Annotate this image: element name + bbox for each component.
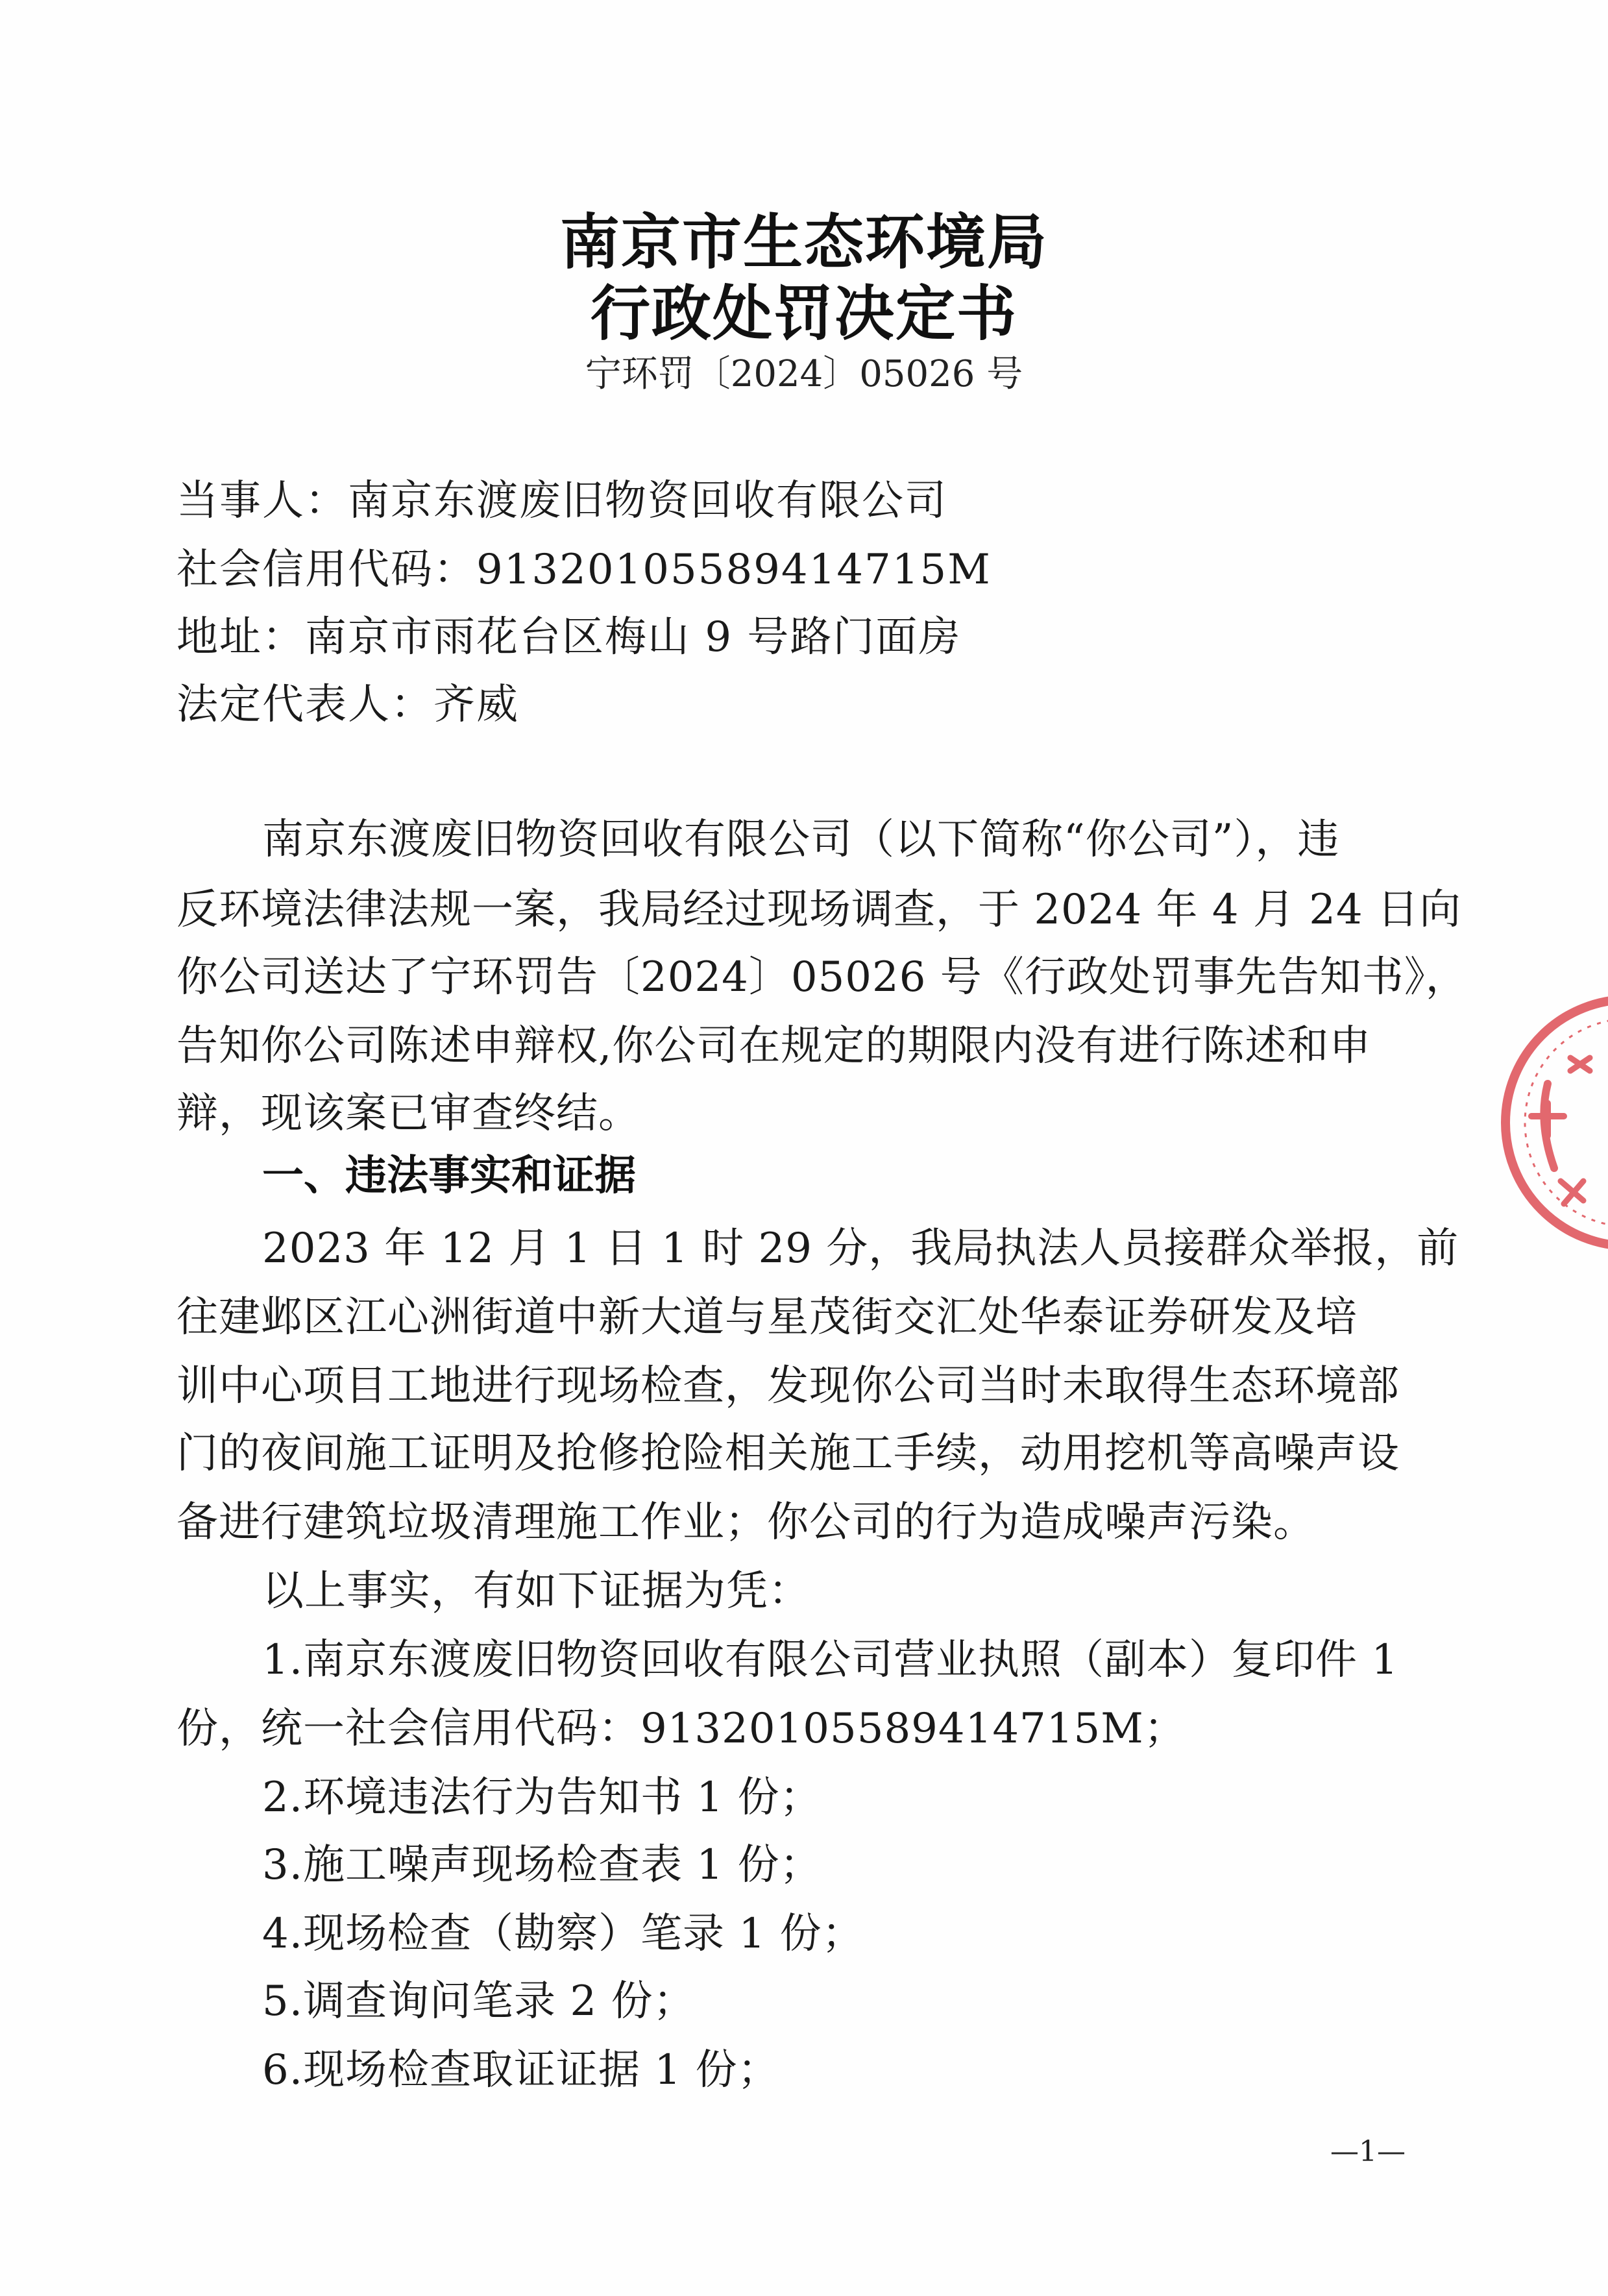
intro-paragraph-line: 你公司送达了宁环罚告〔2024〕05026 号《行政处罚事先告知书》， [177,953,1468,1001]
facts-paragraph-line: 2023 年 12 月 1 日 1 时 29 分，我局执法人员接群众举报，前 [262,1225,1459,1273]
party-name-line: 当事人：南京东渡废旧物资回收有限公司 [177,477,947,525]
official-seal-stamp [1492,986,1608,1259]
intro-paragraph-line: 反环境法律法规一案，我局经过现场调查，于 2024 年 4 月 24 日向 [177,886,1462,934]
legal-representative-line: 法定代表人：齐威 [177,681,519,729]
facts-paragraph-line: 往建邺区江心洲街道中新大道与星茂街交汇处华泰证券研发及培 [177,1293,1358,1341]
address-line: 地址：南京市雨花台区梅山 9 号路门面房 [177,613,962,661]
organization-title: 南京市生态环境局 [559,207,1048,277]
section-heading: 一、违法事实和证据 [262,1152,636,1200]
evidence-item: 份，统一社会信用代码：91320105589414715M； [177,1705,1186,1753]
evidence-item: 5.调查询问笔录 2 份； [262,1977,696,2025]
intro-paragraph-line: 南京东渡废旧物资回收有限公司（以下简称“你公司”），违 [262,816,1340,864]
facts-paragraph-line: 训中心项目工地进行现场检查，发现你公司当时未取得生态环境部 [177,1362,1400,1410]
credit-code-line: 社会信用代码：91320105589414715M [177,546,992,594]
evidence-item: 2.环境违法行为告知书 1 份； [262,1774,822,1822]
facts-paragraph-line: 门的夜间施工证明及抢修抢险相关施工手续，动用挖机等高噪声设 [177,1430,1400,1478]
evidence-item: 1.南京东渡废旧物资回收有限公司营业执照（副本）复印件 1 [262,1636,1399,1684]
facts-paragraph-line: 备进行建筑垃圾清理施工作业；你公司的行为造成噪声污染。 [177,1498,1315,1546]
document-title: 行政处罚决定书 [590,278,1017,348]
evidence-item: 4.现场检查（勘察）笔录 1 份； [262,1910,864,1958]
evidence-item: 6.现场检查取证证据 1 份； [262,2046,780,2094]
page-number: —1— [1330,2135,1406,2168]
document-number: 宁环罚〔2024〕05026 号 [585,353,1023,395]
intro-paragraph-line: 辩，现该案已审查终结。 [177,1090,640,1138]
evidence-intro: 以上事实，有如下证据为凭： [262,1567,810,1615]
intro-paragraph-line: 告知你公司陈述申辩权,你公司在规定的期限内没有进行陈述和申 [177,1022,1372,1070]
evidence-item: 3.施工噪声现场检查表 1 份； [262,1841,822,1889]
